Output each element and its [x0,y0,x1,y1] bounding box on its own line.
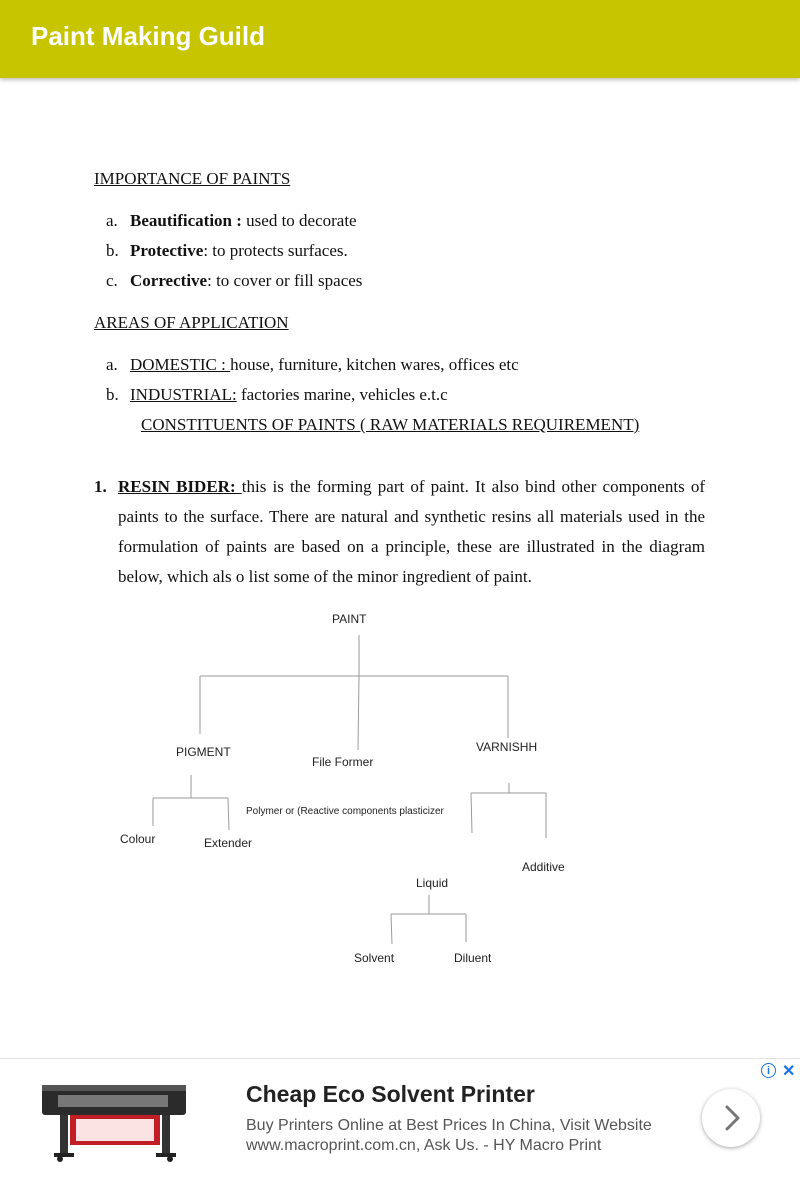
list-marker: a. [106,355,118,374]
diagram-node-liquid: Liquid [416,876,449,890]
resin-term: RESIN BIDER: [118,477,242,496]
diagram-node-additive: Additive [522,860,565,874]
item-term: INDUSTRIAL: [130,385,237,404]
item-term: Protective [130,241,204,260]
ad-description[interactable]: Buy Printers Online at Best Prices In China, Visit Website www.macroprint.com.cn, Ask Us. - HY Macro Print [246,1117,652,1154]
diagram-node-solvent: Solvent [354,951,395,965]
list-marker: b. [106,241,119,260]
item-text: : to cover or fill spaces [207,271,363,290]
list-marker: a. [106,211,118,230]
list-marker: b. [106,385,119,404]
diagram-node-extender: Extender [204,836,253,850]
diagram-node-file-former: File Former [312,755,374,769]
ad-banner[interactable] [0,1058,800,1178]
areas-heading: AREAS OF APPLICATION [94,313,289,332]
diagram-node-polymer: Polymer or (Reactive components plasticizer [246,806,444,817]
list-number: 1. [94,477,107,496]
diagram-node-varnish: VARNISHH [476,740,538,754]
ad-open-button[interactable] [702,1089,760,1147]
app-bar [0,0,800,78]
item-text: factories marine, vehicles e.t.c [236,385,448,404]
resin-text: this is the forming part of paint. It also bind other components of paints to the surface. There are natural and synthetic resins all materials used in the formulation of paints are based on a principle, these are illustrated in the diagram below, which als o list some of the minor ingredient of paint. [118,477,705,586]
ad-headline[interactable]: Cheap Eco Solvent Printer [246,1081,535,1107]
printer-image[interactable] [40,1079,190,1163]
app-title: Paint Making Guild [31,21,266,51]
paint-diagram [0,78,800,1058]
constituents-heading: CONSTITUENTS OF PAINTS ( RAW MATERIALS REQUIREMENT) [141,415,640,434]
info-icon[interactable]: i [761,1063,776,1078]
diagram-connector-lines [0,78,800,1058]
diagram-node-diluent: Diluent [454,951,492,965]
close-icon[interactable]: ✕ [782,1063,796,1080]
item-term: Beautification : [130,211,242,230]
diagram-node-pigment: PIGMENT [176,745,231,759]
diagram-node-colour: Colour [120,832,156,846]
item-text: used to decorate [241,211,357,230]
item-text: house, furniture, kitchen wares, offices etc [230,355,519,374]
chevron-right-icon [702,1089,760,1147]
list-marker: c. [106,271,118,290]
document-page [0,78,800,1058]
importance-heading: IMPORTANCE OF PAINTS [94,169,291,188]
item-term: Corrective [130,271,208,290]
item-text: : to protects surfaces. [203,241,348,260]
item-term: DOMESTIC : [130,355,231,374]
diagram-node-paint: PAINT [332,612,367,626]
